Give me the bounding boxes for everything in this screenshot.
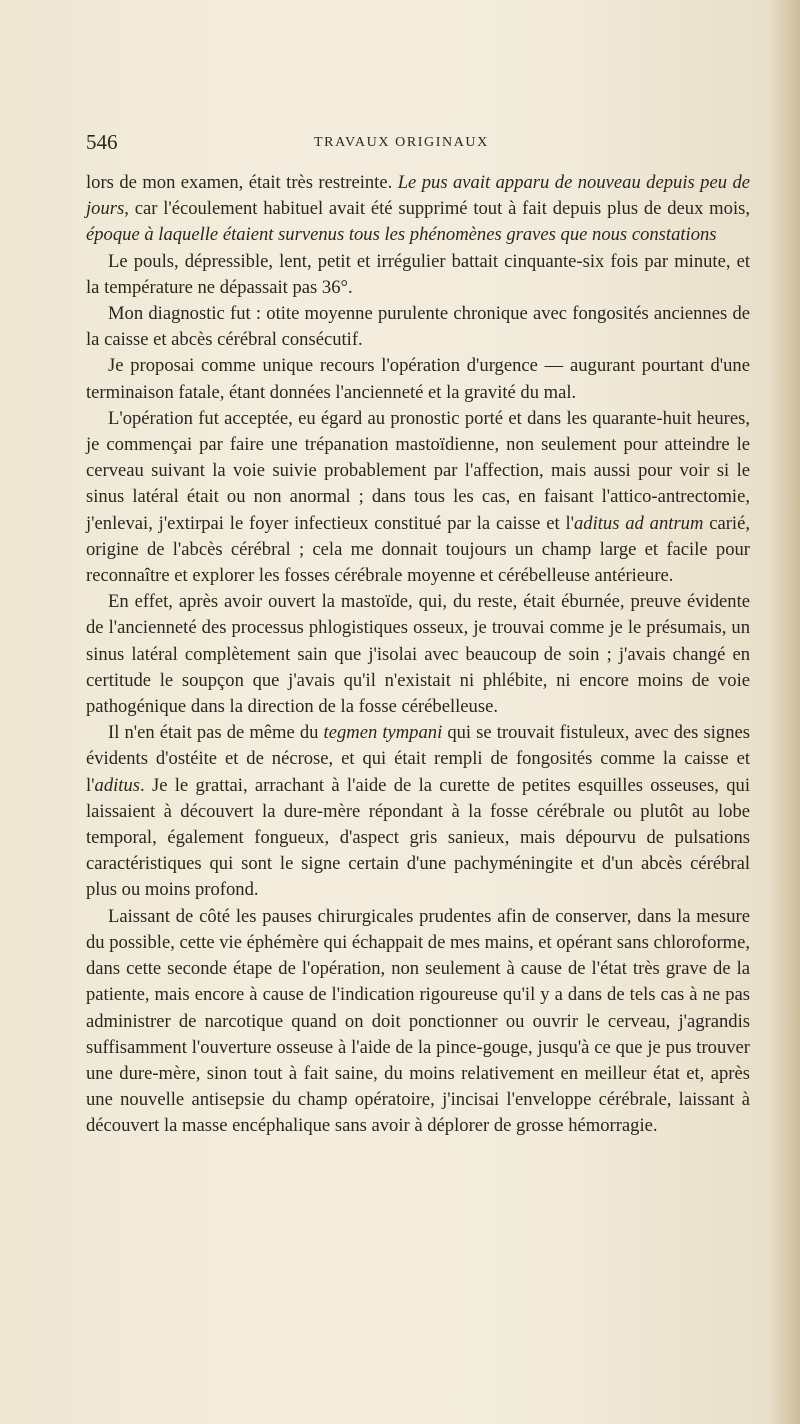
running-head: TRAVAUX ORIGINAUX [314, 135, 489, 150]
paragraph [86, 301, 750, 353]
text-run: En effet, après avoir ouvert la mastoïde, qui, du reste, était éburnée, preuve évidente de l'ancienneté des processus phlogistiques osseux, je trouvai comme je le présumais, un sinus latéral complètement sain que j'isolai avec beaucoup de soin ; j'avais changé en certitude le soupçon que j'avais qu'il n'existait ni phlébite, ni encore moins de voie pathogénique dans la direction de la fosse cérébelleuse. [86, 591, 750, 718]
page-header [86, 130, 746, 160]
text-run: Mon diagnostic fut : otite moyenne purulente chronique avec fongosités anciennes de la caisse et abcès cérébral consécutif. [86, 303, 750, 351]
italic-run: époque à laquelle étaient survenus tous les phénomènes graves que nous constations [86, 224, 717, 246]
italic-run: Le pus avait apparu de nouveau depuis peu de jours [86, 172, 751, 220]
italic-run: tegmen tympani [323, 722, 443, 744]
paragraph [86, 170, 750, 249]
italic-run: aditus [94, 774, 140, 796]
text-run: Laissant de côté les pauses chirurgicales prudentes afin de conserver, dans la mesure du possible, cette vie éphémère qui échappait de mes mains, et opérant sans chloroforme, dans cette seconde étape de l'opération, non seulement à cause de l'état très grave de la patiente, mais encore à cause de l'indication rigoureuse qu'il y a dans de tels cas à ne pas administrer de narcotique quand on doit ponctionner ou ouvrir le cerveau, j'agrandis suffisamment l'ouverture osseuse à l'aide de la pince-gouge, jusqu'à ce que je pus trouver une dure-mère, sinon tout à fait saine, du moins relativement en meilleur état et, après une nouvelle antisepsie du champ opératoire, j'incisai l'enveloppe cérébrale, laissant à découvert la masse encéphalique sans avoir à déplorer de grosse hémorragie. [86, 905, 750, 1137]
paragraph [86, 353, 750, 405]
text-run: . Je le grattai, arrachant à l'aide de la curette de petites esquilles osseuses, qui laissaient à découvert la dure-mère répondant à la fosse cérébrale ou plutôt au lobe temporal, également fongueux, d'aspect gris sanieux, mais dépourvu de pulsations caractéristiques qui sont le signe certain d'une pachyméningite et d'un abcès cérébral plus ou moins profond. [86, 774, 750, 901]
text-run: Le pouls, dépressible, lent, petit et irrégulier battait cinquante-six fois par minute, et la température ne dépassait pas 36°. [86, 250, 750, 298]
text-run: qui se trouvait fistuleux, avec des signes évidents d'ostéite et de nécrose, et qui était rempli de fongosités comme la caisse et l' [86, 722, 750, 796]
text-run: lors de mon examen, était très restreinte. [86, 172, 398, 193]
text-run: Il n'en était pas de même du [108, 722, 324, 744]
paragraph [86, 589, 750, 720]
paragraph [86, 406, 750, 589]
text-run: L'opération fut acceptée, eu égard au pronostic porté et dans les quarante-huit heures, je commençai par faire une trépanation mastoïdienne, non seulement pour atteindre le cerveau suivant la voie suivie probablement par l'affection, mais aussi pour voir si le sinus latéral était ou non anormal ; dans tous les cas, en faisant l'attico-antrectomie, j'enlevai, j'extirpai le foyer infectieux constitué par la caisse et l' [86, 407, 750, 534]
page-number: 546 [86, 130, 118, 154]
italic-run: aditus ad antrum [573, 512, 704, 534]
text-run: , car l'écoulement habituel avait été supprimé tout à fait depuis plus de deux mois, [124, 198, 750, 220]
paragraph [86, 720, 750, 903]
text-run: carié, origine de l'abcès cérébral ; cela me donnait toujours un champ large et facile pour reconnaître et explorer les fosses cérébrale moyenne et cérébelleuse antérieure. [86, 512, 750, 587]
text-run: Je proposai comme unique recours l'opération d'urgence — augurant pourtant d'une terminaison fatale, étant données l'ancienneté et la gravité du mal. [86, 355, 750, 403]
paragraph [86, 249, 750, 301]
paragraph [86, 904, 750, 1140]
body-text [86, 170, 750, 1140]
